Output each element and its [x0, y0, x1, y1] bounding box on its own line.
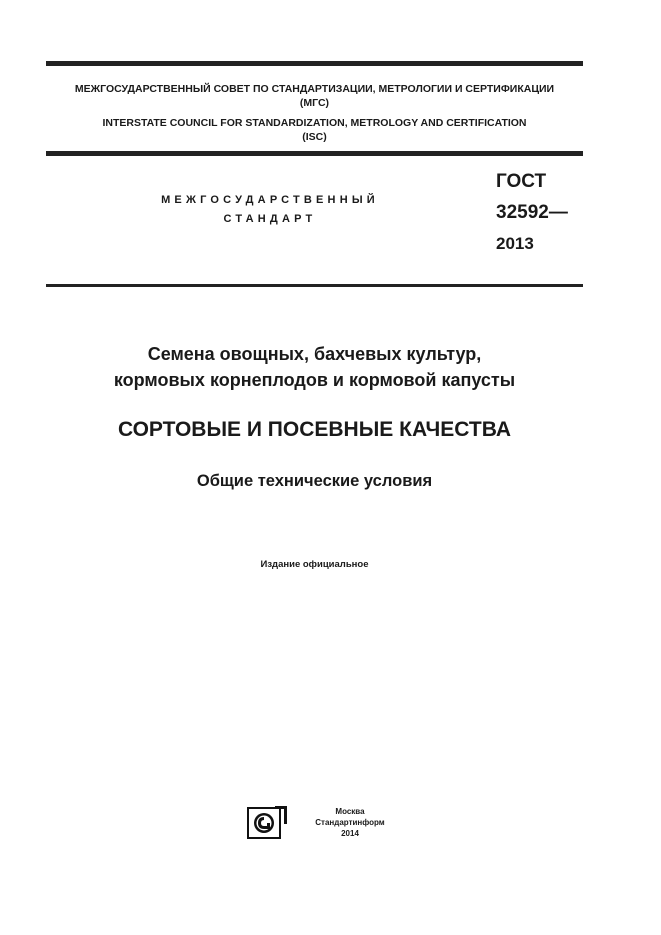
council-ru-abbr: (МГС)	[299, 97, 330, 109]
council-en-abbr: (ISC)	[302, 131, 327, 143]
council-en-name: INTERSTATE COUNCIL FOR STANDARDIZATION, METROLOGY AND CERTIFICATION	[102, 117, 527, 129]
edition-note: Издание официальное	[260, 559, 369, 570]
publisher-info	[300, 806, 400, 839]
subtitle: Общие технические условия	[196, 472, 433, 490]
gost-prefix: ГОСТ	[496, 171, 547, 192]
council-header	[46, 82, 583, 144]
main-title: СОРТОВЫЕ И ПОСЕВНЫЕ КАЧЕСТВА	[117, 418, 512, 441]
header-bottom-rule	[46, 151, 583, 156]
publisher-year: 2014	[341, 829, 359, 838]
gost-designation	[496, 166, 586, 259]
standard-type	[130, 194, 410, 225]
council-ru-name: МЕЖГОСУДАРСТВЕННЫЙ СОВЕТ ПО СТАНДАРТИЗАЦИИ, МЕТРОЛОГИИ И СЕРТИФИКАЦИИ	[74, 83, 555, 95]
publisher-name: Стандартинформ	[315, 818, 385, 827]
top-rule	[46, 61, 583, 66]
gost-year: 2013	[496, 234, 534, 253]
standard-type-line2: СТАНДАРТ	[223, 213, 317, 225]
title-line2: кормовых корнеплодов и кормовой капусты	[113, 370, 516, 390]
title-line1: Семена овощных, бахчевых культур,	[147, 344, 482, 364]
publisher-city: Москва	[335, 807, 365, 816]
standard-type-line1: МЕЖГОСУДАРСТВЕННЫЙ	[161, 194, 379, 206]
gost-number: 32592—	[496, 202, 568, 223]
standartinform-logo-icon	[247, 805, 289, 839]
document-title	[46, 341, 583, 393]
designation-bottom-rule	[46, 284, 583, 287]
